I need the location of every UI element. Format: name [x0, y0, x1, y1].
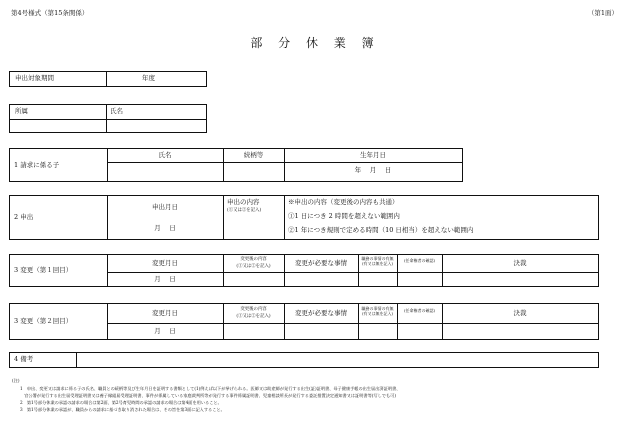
child-relation-header: 続柄等 — [243, 151, 264, 159]
application-date-input[interactable]: 月 日 — [154, 224, 176, 232]
change-2-section — [9, 303, 599, 340]
change-2-approver-input[interactable] — [399, 325, 440, 337]
remarks-row — [9, 352, 599, 368]
child-section-label: 1 請求に係る子 — [14, 161, 60, 169]
application-content-note: (①又は②を記入) — [227, 208, 262, 213]
change-1-section — [9, 254, 599, 287]
note-line-4: 3 第1号部分休業の承認が、職員からの請求に基づき取り消された場合は、その旨を第3面に記入すること。 — [20, 407, 225, 412]
change-1-decision-header: 決裁 — [513, 259, 527, 267]
change-1-content-note: (①又は②を記入) — [236, 264, 271, 269]
department-input[interactable] — [12, 121, 102, 131]
application-content-header: 申出の内容 — [227, 198, 260, 206]
application-content-input[interactable] — [225, 216, 282, 236]
change-2-content-input[interactable] — [225, 325, 282, 337]
change-1-decision-input[interactable] — [444, 274, 596, 284]
remarks-label: 4 備考 — [14, 355, 34, 363]
note-line-1: 1 申出、変更又は請求に係る子の氏名、職員との続柄等及び生年月日を証明する書類として(1)例えば以下が挙げられる。医師又は助産師が発行する出生(証)証明書、母子健康手帳の出生届出済証明書、 — [20, 386, 401, 391]
change-1-approver-header: (任命権者の確認) — [403, 258, 436, 263]
name-input[interactable] — [110, 121, 203, 131]
child-name-header: 氏名 — [158, 151, 172, 159]
change-2-reason-input[interactable] — [286, 325, 356, 337]
child-section — [9, 148, 463, 182]
application-date-header: 申出月日 — [152, 203, 178, 211]
period-label: 申出対象期間 — [15, 74, 54, 82]
application-option-1: ①1 日につき 2 時間を超えない範囲内 — [288, 212, 400, 220]
change-2-reason-header: 変更が必要な事情 — [295, 309, 347, 317]
period-year-suffix: 年度 — [142, 74, 155, 82]
change-1-content-header: 変更後の内容 — [240, 257, 267, 262]
change-2-confirm-input[interactable] — [360, 325, 395, 337]
change-2-decision-input[interactable] — [444, 325, 596, 337]
change-2-content-note: (①又は②を記入) — [236, 314, 271, 319]
change-2-date-header: 変更月日 — [152, 309, 178, 317]
child-name-input[interactable] — [109, 164, 221, 179]
change-2-content-header: 変更後の内容 — [240, 307, 267, 312]
application-options-header: ※申出の内容（変更後の内容も共通） — [288, 198, 399, 206]
change-1-content-input[interactable] — [225, 274, 282, 284]
change-1-approver-input[interactable] — [399, 274, 440, 284]
remarks-input[interactable] — [79, 355, 594, 365]
application-section-label: 2 申出 — [14, 213, 34, 221]
note-line-2: 官公署が発行する出生届受理証明書又は養子縁組届受理証明書、事件が係属している家庭裁判所等が発行する事件係属証明書、児童相談所長が発行する委託措置決定通知書又は証明書等(写しでも可) — [20, 393, 396, 398]
change-1-date-input[interactable]: 月 日 — [154, 275, 176, 283]
change-1-label: 3 変更（第１回目） — [14, 266, 73, 274]
period-row — [9, 71, 207, 87]
change-2-decision-header: 決裁 — [513, 309, 527, 317]
application-option-2: ②1 年につき規則で定める時間（10 日相当）を超えない範囲内 — [288, 226, 474, 234]
note-line-3: 2 第1号部分休業の承認の請求の場合は第2面、第2号育児時間の承認の請求の場合は第4面を用いること。 — [20, 400, 222, 405]
department-label: 所属 — [15, 107, 28, 115]
change-2-approver-header: (任命権者の確認) — [403, 308, 436, 313]
name-label: 氏名 — [110, 107, 123, 115]
notes-heading: (注) — [12, 378, 20, 383]
change-2-label: 3 変更（第２回目） — [14, 317, 73, 325]
period-input[interactable] — [110, 75, 202, 85]
child-birthdate-input[interactable]: 年 月 日 — [354, 166, 392, 174]
child-relation-input[interactable] — [225, 164, 282, 179]
form-number: 第4号様式（第15条関係） — [11, 9, 89, 17]
change-1-reason-input[interactable] — [286, 274, 356, 284]
change-2-date-input[interactable]: 月 日 — [154, 327, 176, 335]
change-2-confirm-header: 職務の事情の有無(有又は無を記入) — [361, 306, 394, 316]
child-birthdate-header: 生年月日 — [360, 151, 386, 159]
change-1-confirm-header: 職務の事情の有無(有又は無を記入) — [361, 256, 394, 266]
application-section — [9, 195, 599, 240]
page-title: 部 分 休 業 簿 — [250, 36, 380, 50]
affiliation-row — [9, 104, 207, 133]
change-1-date-header: 変更月日 — [152, 259, 178, 267]
change-1-confirm-input[interactable] — [360, 274, 395, 284]
page-label: （第1面） — [587, 9, 618, 17]
change-1-reason-header: 変更が必要な事情 — [295, 259, 347, 267]
